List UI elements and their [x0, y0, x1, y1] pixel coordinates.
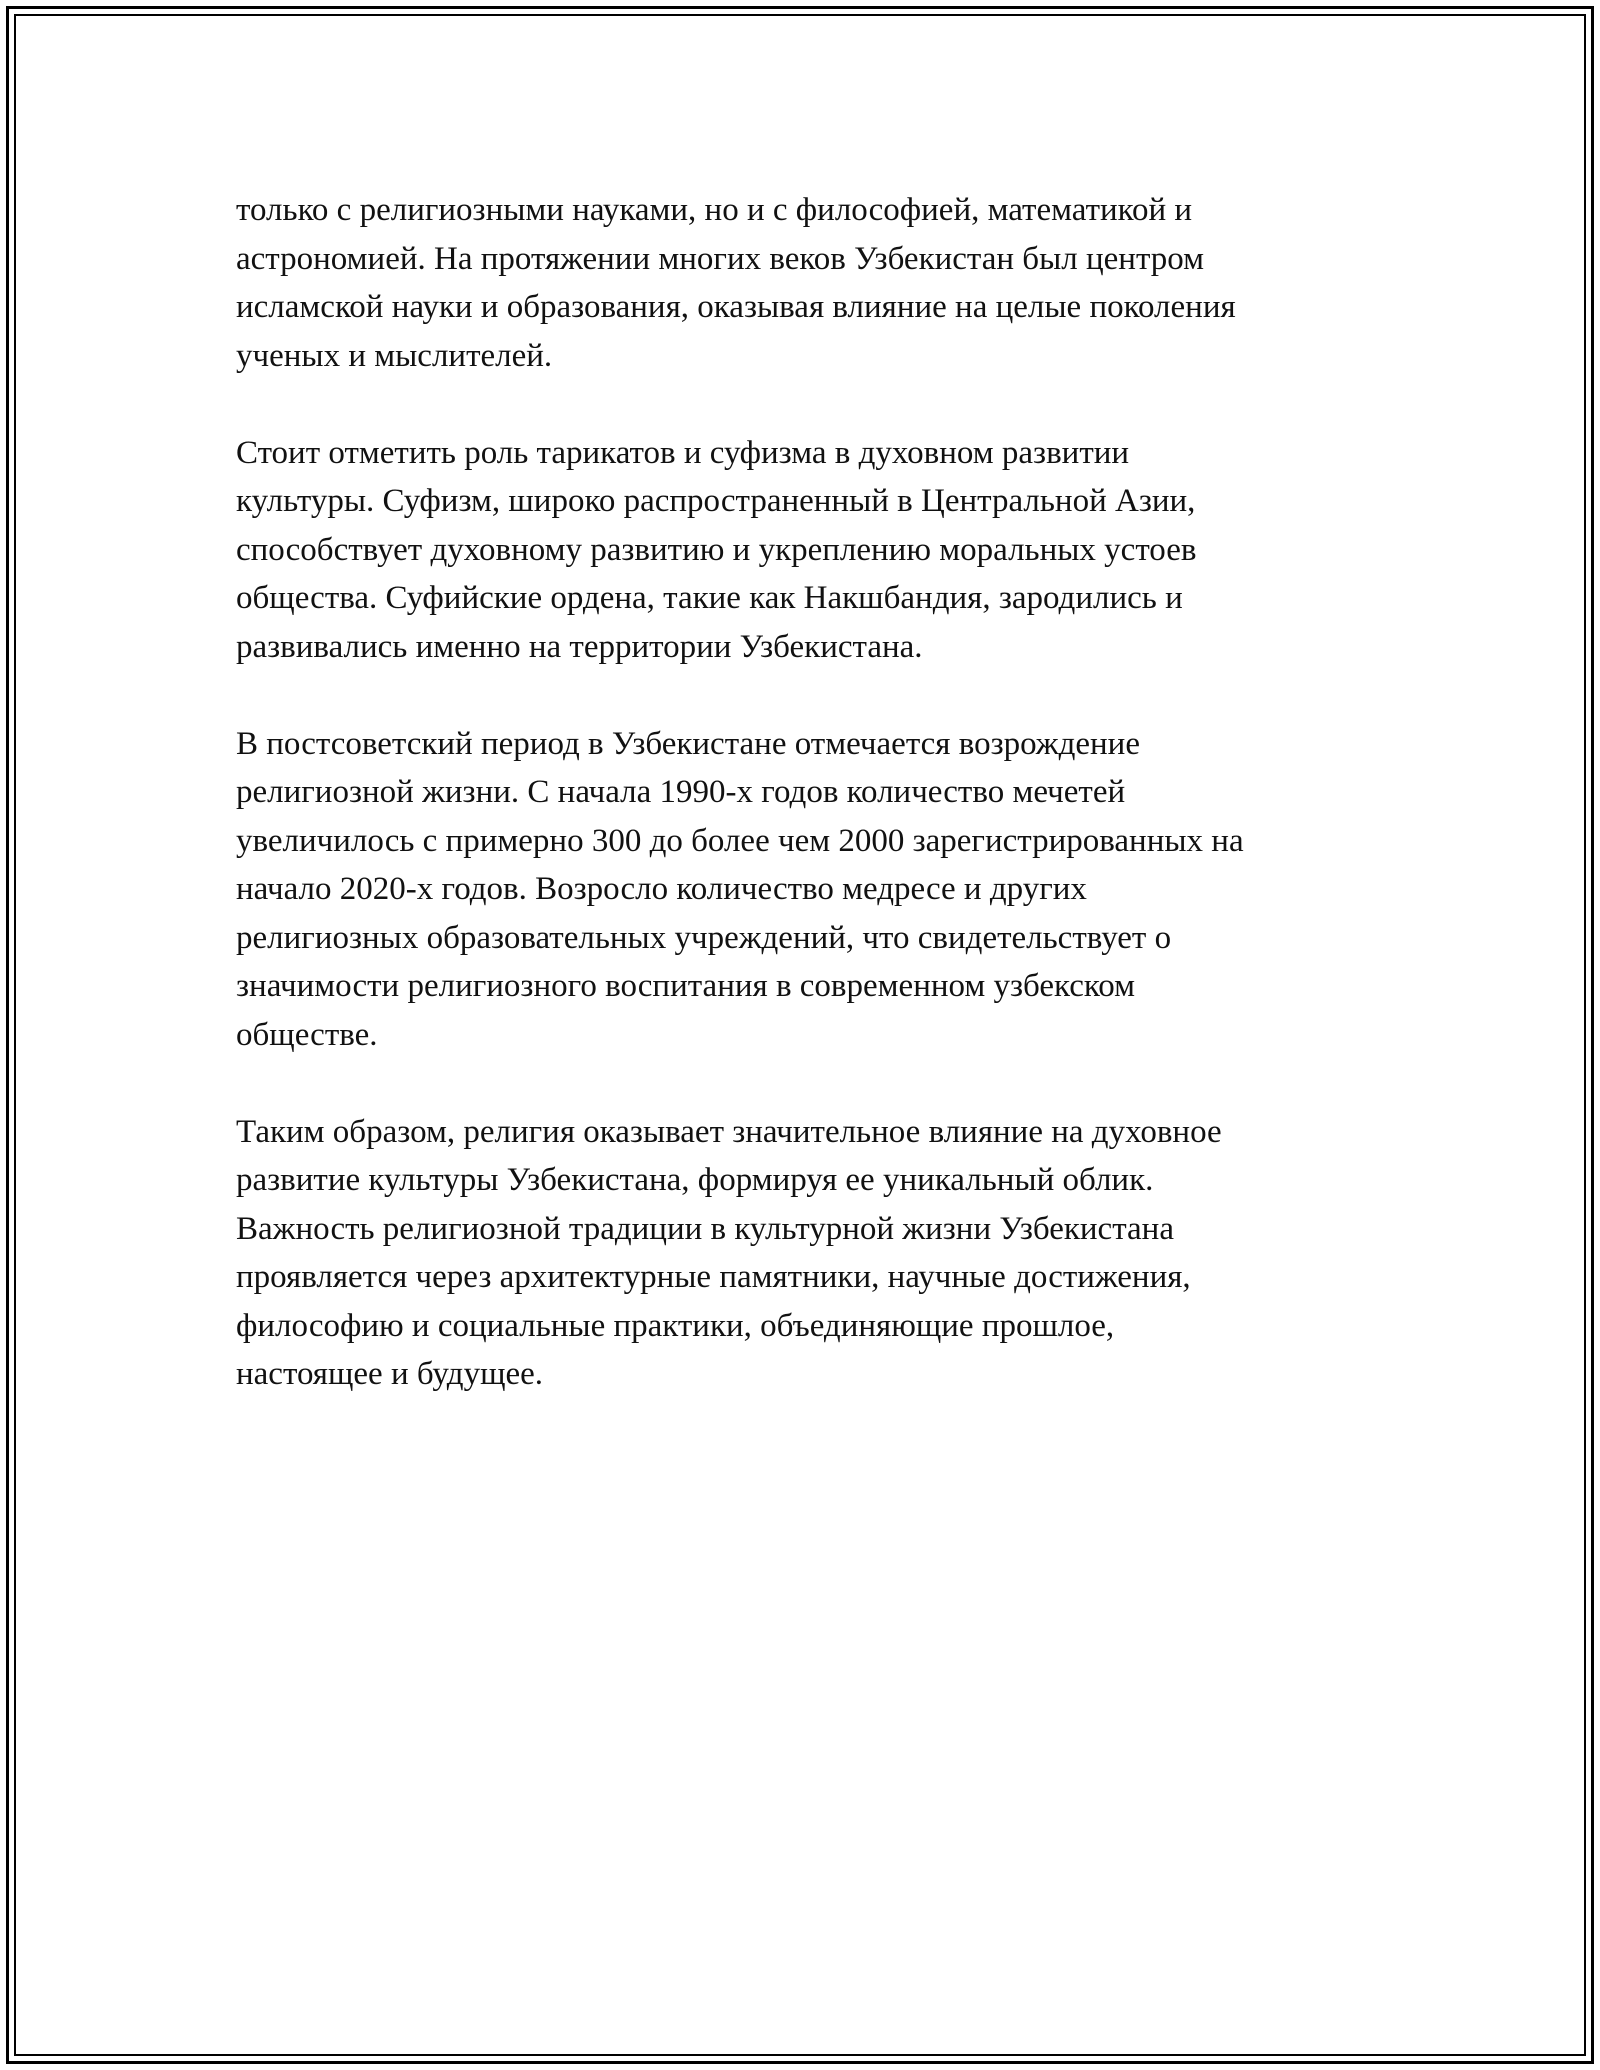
- text-line: Стоит отметить роль тарикатов и суфизма в духовном развитии: [236, 434, 1130, 471]
- text-line: только с религиозными науками, но и с философией, математикой и: [236, 192, 1193, 228]
- paragraph-post-soviet-revival: [236, 720, 1386, 1060]
- text-line: исламской науки и образования, оказывая влияние на целые поколения: [236, 289, 1236, 325]
- text-line: развитие культуры Узбекистана, формируя ее уникальный облик.: [236, 1162, 1154, 1198]
- text-line: культуры. Суфизм, широко распространенный в Центральной Азии,: [236, 483, 1196, 519]
- paragraph-islamic-science: [236, 186, 1386, 380]
- text-line: философию и социальные практики, объединяющие прошлое,: [236, 1307, 1115, 1344]
- text-line: религиозных образовательных учреждений, что свидетельствует о: [236, 919, 1172, 956]
- text-line: ученых и мыслителей.: [236, 337, 553, 374]
- text-line: обществе.: [236, 1016, 378, 1053]
- text-line: В постсоветский период в Узбекистане отмечается возрождение: [236, 725, 1140, 762]
- text-line: Важность религиозной традиции в культурной жизни Узбекистана: [236, 1210, 1174, 1247]
- text-line: увеличилось с примерно 300 до более чем 2000 зарегистрированных на: [236, 822, 1244, 859]
- text-line: настоящее и будущее.: [236, 1356, 544, 1392]
- text-line: способствует духовному развитию и укреплению моральных устоев: [236, 531, 1197, 568]
- text-line: Таким образом, религия оказывает значительное влияние на духовное: [236, 1113, 1222, 1150]
- text-line: общества. Суфийские ордена, такие как Накшбандия, зародились и: [236, 580, 1183, 616]
- document-body: [236, 186, 1386, 1447]
- paragraph-conclusion: [236, 1108, 1386, 1399]
- text-line: начало 2020-х годов. Возросло количество медресе и других: [236, 871, 1087, 907]
- text-line: религиозной жизни. С начала 1990-х годов количество мечетей: [236, 774, 1126, 810]
- text-line: проявляется через архитектурные памятники, научные достижения,: [236, 1259, 1191, 1295]
- text-line: развивались именно на территории Узбекистана.: [236, 628, 923, 665]
- paragraph-sufism: [236, 429, 1386, 672]
- text-line: астрономией. На протяжении многих веков Узбекистан был центром: [236, 240, 1205, 277]
- text-line: значимости религиозного воспитания в современном узбекском: [236, 968, 1136, 1004]
